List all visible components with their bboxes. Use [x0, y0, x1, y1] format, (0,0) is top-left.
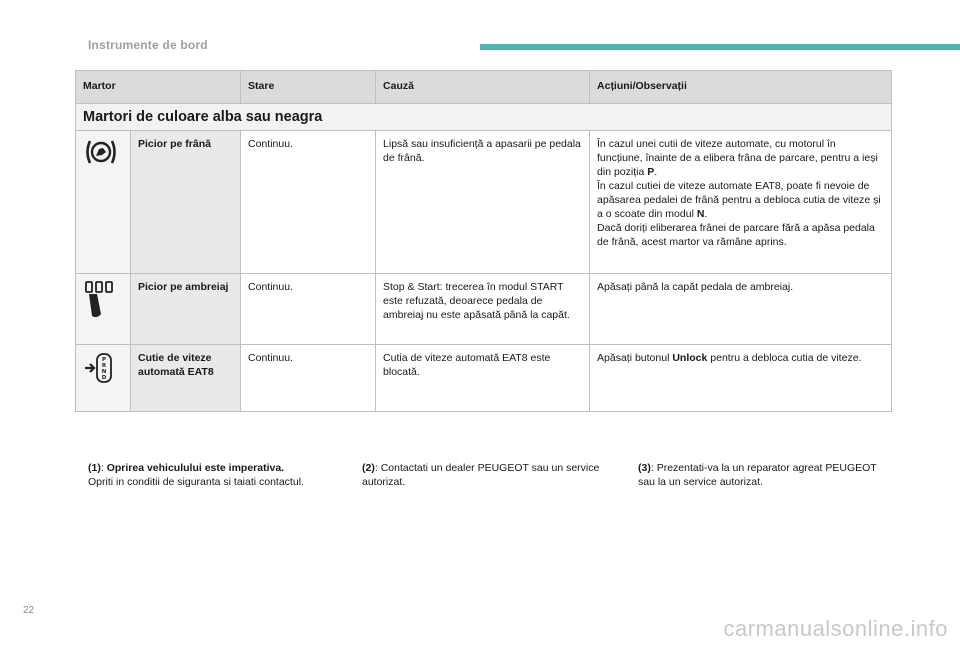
- footnote-number: (2): [362, 462, 375, 474]
- action-text: În cazul cutiei de viteze automate EAT8, poate fi nevoie de apăsarea pedalei de frână pentru a debloca cutia de viteze și a o scoate din modul: [597, 180, 881, 220]
- light-actions: [590, 274, 892, 345]
- column-header-actiuni: Acțiuni/Observații: [590, 71, 892, 104]
- light-cause: Lipsă sau insuficiență a apasarii pe pedala de frână.: [376, 131, 590, 274]
- section-title: Martori de culoare alba sau neagra: [76, 104, 892, 131]
- icon-cell: [76, 274, 131, 345]
- footnote-text: Opriti in conditii de siguranta si taiati contactul.: [88, 476, 304, 488]
- light-name: Picior pe frână: [131, 131, 241, 274]
- light-state: Continuu.: [241, 345, 376, 412]
- action-bold: Unlock: [672, 352, 708, 364]
- light-state: Continuu.: [241, 131, 376, 274]
- light-cause: Stop & Start: trecerea în modul START este refuzată, deoarece pedala de ambreiaj nu este apăsată până la capăt.: [376, 274, 590, 345]
- table-row: [76, 345, 892, 412]
- column-header-stare: Stare: [241, 71, 376, 104]
- light-name: Cutie de viteze automată EAT8: [131, 345, 241, 412]
- action-text: Apăsați butonul: [597, 352, 673, 364]
- footnote-2: (2): Contactati un dealer PEUGEOT sau un service autorizat.: [362, 462, 600, 488]
- footnote-number: (3): [638, 462, 651, 474]
- table-row: [76, 131, 892, 274]
- svg-text:D: D: [101, 375, 107, 381]
- footnote-number: (1): [88, 462, 101, 474]
- section-row: [76, 104, 892, 131]
- light-cause: Cutia de viteze automată EAT8 este blocată.: [376, 345, 590, 412]
- svg-text:R: R: [101, 363, 107, 369]
- gearbox-lock-icon: [83, 357, 117, 388]
- warning-lights-table: [75, 70, 892, 412]
- footnote-text: Prezentati-va la un reparator agreat PEUGEOT sau la un service autorizat.: [638, 462, 877, 488]
- action-bold: N: [696, 208, 705, 220]
- page-number: 22: [23, 605, 35, 616]
- column-header-cauza: Cauză: [376, 71, 590, 104]
- clutch-foot-icon: [83, 311, 117, 323]
- action-text: Dacă doriți eliberarea frânei de parcare fără a apăsa pedala de frână, acest martor va rămâne aprins.: [597, 222, 875, 248]
- footnote-bold: Oprirea vehiculului este imperativa.: [106, 462, 285, 474]
- action-text: Apăsați până la capăt pedala de ambreiaj.: [597, 281, 794, 293]
- light-name: Picior pe ambreiaj: [131, 274, 241, 345]
- svg-text:P: P: [101, 357, 107, 363]
- brake-foot-icon: [83, 158, 119, 170]
- icon-cell: [76, 345, 131, 412]
- table-row: [76, 274, 892, 345]
- light-actions: În cazul unei cutii de viteze automate, cu motorul în funcțiune, înainte de a elibera frâna de parcare, pentru a ieși din poziția P. În cazul cutiei de viteze automate EAT8, poate fi nevoie de apăsarea pedalei de frână pentru a debloca cutia de viteze și a o scoate din modul N. Dacă doriți eliberarea frânei de parcare fără a apăsa pedala de frână, acest martor va rămâne aprins.: [590, 131, 892, 274]
- watermark: carmanualsonline.info: [723, 616, 948, 641]
- header-accent-bar: [480, 44, 960, 50]
- footnote-1: (1): Oprirea vehiculului este imperativa. Opriti in conditii de siguranta si taiati contactul.: [88, 462, 304, 488]
- action-bold: P: [647, 166, 655, 178]
- section-header-title: Instrumente de bord: [88, 38, 208, 52]
- column-header-martor: Martor: [76, 71, 241, 104]
- light-actions: Apăsați butonul Unlock pentru a debloca cutia de viteze.: [590, 345, 892, 412]
- light-state: Continuu.: [241, 274, 376, 345]
- footnote-text: Contactati un dealer PEUGEOT sau un service autorizat.: [362, 462, 600, 488]
- table-header-row: [76, 71, 892, 104]
- icon-cell: [76, 131, 131, 274]
- svg-text:N: N: [101, 369, 107, 375]
- action-text: În cazul unei cutii de viteze automate, cu motorul în funcțiune, înainte de a elibera frâna de parcare, pentru a ieși din poziția: [597, 138, 878, 178]
- footnote-3: (3): Prezentati-va la un reparator agreat PEUGEOT sau la un service autorizat.: [638, 462, 877, 488]
